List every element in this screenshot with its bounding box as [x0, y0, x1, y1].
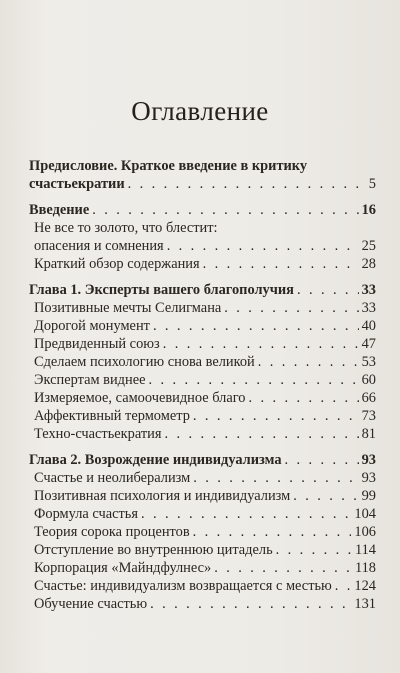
toc-page-number: 40 [361, 318, 376, 334]
page-title: Оглавление [131, 96, 269, 126]
dot-leader [258, 353, 359, 371]
toc-subentry[interactable] [29, 523, 376, 541]
toc-entry-label: Счастье: индивидуализм возвращается с местью [34, 578, 332, 594]
toc-entry-label: Глава 2. Возрождение индивидуализма [29, 452, 282, 468]
toc-page-number: 47 [361, 336, 376, 352]
toc-subentry[interactable] [29, 407, 376, 425]
toc-page-number: 66 [361, 390, 376, 406]
toc-subentry[interactable] [29, 487, 376, 505]
dot-leader [214, 559, 352, 577]
toc-section-intro [29, 201, 376, 273]
toc-page-number: 93 [361, 470, 376, 486]
toc-entry-label: счастьекратии [29, 176, 125, 192]
toc-subentry[interactable] [29, 317, 376, 335]
toc-preface-line1: Предисловие. Краткое введение в критику [29, 158, 308, 174]
dot-leader [293, 487, 358, 505]
toc-subentry[interactable] [29, 577, 376, 595]
toc-page-number: 99 [361, 488, 376, 504]
dot-leader [150, 595, 351, 613]
toc-subentry[interactable] [29, 389, 376, 407]
toc-page-number: 60 [361, 372, 376, 388]
toc-page-number: 16 [361, 202, 376, 218]
table-of-contents [29, 157, 376, 621]
toc-entry-label: Техно-счастьекратия [34, 426, 162, 442]
toc-entry-label: Введение [29, 202, 90, 218]
toc-page-number: 106 [354, 524, 376, 540]
dot-leader [167, 237, 359, 255]
toc-page-number: 114 [354, 542, 376, 558]
dot-leader [141, 505, 351, 523]
toc-page-number: 5 [368, 176, 376, 192]
toc-entry-preface[interactable] [29, 175, 376, 193]
toc-subentry[interactable] [29, 559, 376, 577]
toc-entry-label: Корпорация «Майндфулнес» [34, 560, 212, 576]
toc-entry-label: Аффективный термометр [34, 408, 190, 424]
dot-leader [224, 299, 358, 317]
toc-entry-label: Счастье и неолиберализм [34, 470, 191, 486]
toc-entry-label: Позитивная психология и индивидуализм [34, 488, 291, 504]
dot-leader [203, 255, 359, 273]
toc-section-chapter-1 [29, 281, 376, 443]
toc-entry-label: Дорогой монумент [34, 318, 150, 334]
toc-subentry[interactable] [29, 335, 376, 353]
toc-subentry[interactable] [29, 469, 376, 487]
toc-entry-label: Сделаем психологию снова великой [34, 354, 255, 370]
toc-entry-label: Позитивные мечты Селигмана [34, 300, 222, 316]
toc-entry-label: Теория сорока процентов [34, 524, 190, 540]
toc-page-number: 53 [361, 354, 376, 370]
toc-sub-line1: Не все то золото, что блестит: [34, 220, 218, 236]
dot-leader [335, 577, 352, 595]
toc-entry-chapter-2[interactable] [29, 451, 376, 469]
toc-entry-label: Предвиденный союз [34, 336, 160, 352]
dot-leader [164, 425, 358, 443]
toc-subentry[interactable] [29, 237, 376, 255]
toc-subentry[interactable] [29, 299, 376, 317]
toc-entry-label: опасения и сомнения [34, 238, 164, 254]
toc-subentry[interactable] [29, 505, 376, 523]
toc-page-number: 28 [361, 256, 376, 272]
dot-leader [193, 407, 359, 425]
toc-subentry[interactable] [29, 425, 376, 443]
toc-page-number: 73 [361, 408, 376, 424]
toc-entry-chapter-1[interactable] [29, 281, 376, 299]
toc-subentry[interactable] [29, 595, 376, 613]
toc-page-number: 93 [361, 452, 376, 468]
dot-leader [193, 523, 352, 541]
toc-entry-intro[interactable] [29, 201, 376, 219]
toc-section-preface [29, 157, 376, 193]
toc-entry-label: Глава 1. Эксперты вашего благополучия [29, 282, 294, 298]
dot-leader [248, 389, 358, 407]
toc-page-number: 33 [361, 282, 376, 298]
toc-entry-label: Экспертам виднее [34, 372, 146, 388]
dot-leader [128, 175, 366, 193]
toc-section-chapter-2 [29, 451, 376, 613]
toc-page-number: 81 [361, 426, 376, 442]
dot-leader [92, 201, 358, 219]
dot-leader [163, 335, 359, 353]
toc-subentry[interactable] [29, 255, 376, 273]
toc-page-number: 118 [354, 560, 376, 576]
dot-leader [297, 281, 359, 299]
toc-page-number: 33 [361, 300, 376, 316]
toc-subentry[interactable] [29, 371, 376, 389]
dot-leader [153, 317, 359, 335]
toc-page-number: 131 [354, 596, 376, 612]
toc-entry-label: Краткий обзор содержания [34, 256, 200, 272]
toc-entry-label: Обучение счастью [34, 596, 148, 612]
toc-page-number: 104 [354, 506, 376, 522]
toc-entry-label: Отступление во внутреннюю цитадель [34, 542, 273, 558]
dot-leader [148, 371, 358, 389]
dot-leader [193, 469, 358, 487]
toc-entry-label: Измеряемое, самоочевидное благо [34, 390, 246, 406]
toc-page-number: 25 [361, 238, 376, 254]
toc-subentry[interactable] [29, 541, 376, 559]
toc-entry-label: Формула счастья [34, 506, 138, 522]
toc-subentry[interactable] [29, 353, 376, 371]
toc-page-number: 124 [354, 578, 376, 594]
dot-leader [285, 451, 359, 469]
dot-leader [276, 541, 352, 559]
